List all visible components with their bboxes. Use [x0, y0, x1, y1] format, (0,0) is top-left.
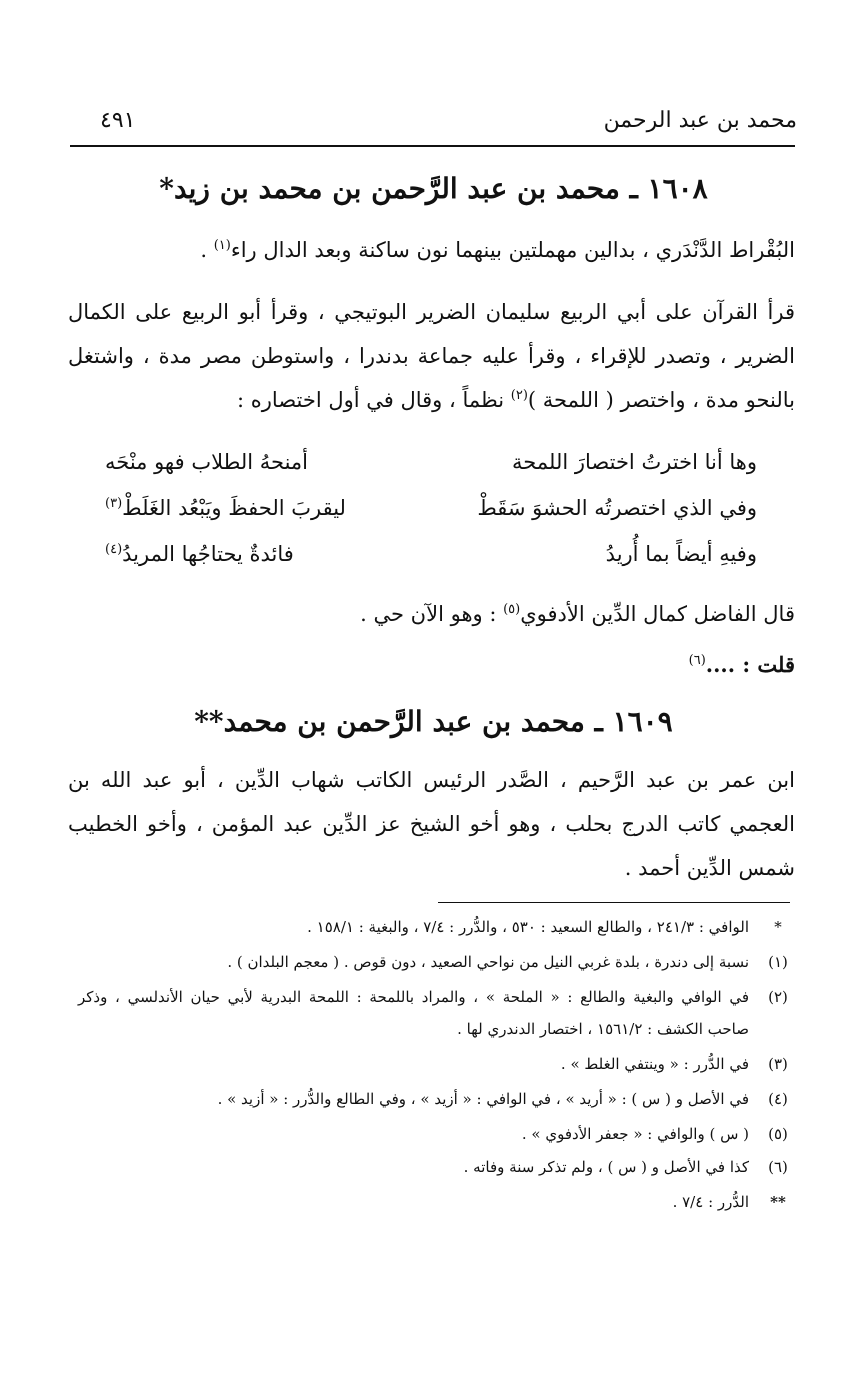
verse-first-hemistich: وفي الذي اختصرتُه الحشوَ سَقَطْ [477, 496, 757, 520]
text-run: بالنحو مدة ، واختصر ( اللمحة ) [527, 388, 795, 412]
entry-1608-qult [689, 652, 795, 677]
footnote-marker: (٣) [768, 1055, 788, 1073]
footnote-marker: (٢) [768, 988, 788, 1006]
text-run: قلت : .... [705, 652, 795, 677]
footnote-marker: (٦) [768, 1158, 788, 1176]
text-run: قال الفاضل كمال الدِّين الأدفوي [520, 602, 795, 626]
footnote-marker: (٤) [768, 1090, 788, 1108]
header-rule [70, 145, 795, 147]
entry-1608-line-1 [200, 238, 795, 262]
footnote-ref: (٦) [688, 653, 706, 668]
running-title: محمد بن عبد الرحمن [603, 108, 797, 133]
text-run: نظماً ، وقال في أول اختصاره : [237, 388, 511, 412]
verse-second-hemistich [105, 496, 346, 520]
footnote-marker: (١) [768, 953, 788, 971]
footnote-text: في الأصل و ( س ) : « أريد » ، في الوافي : « أزيد » ، وفي الطالع والدُّرر : « أزيد » . [217, 1090, 749, 1108]
text-run: البُقْراط الدَّنْدَري ، بدالين مهملتين بينهما نون ساكنة وبعد الدال راء [230, 238, 795, 262]
footnote-marker: * [774, 918, 782, 936]
footnote-text-continued: صاحب الكشف : ١٥٦١/٢ ، اختصار الدندري لها . [457, 1020, 749, 1038]
text-run: فائدةٌ يحتاجُها المريدُ [122, 542, 294, 566]
text-run: . [200, 238, 214, 262]
entry-heading-1608: ١٦٠٨ ـ محمد بن عبد الرَّحمن بن محمد بن زيد* [159, 172, 708, 205]
entry-1609-line: شمس الدِّين أحمد . [624, 856, 795, 880]
footnote-text: نسبة إلى دندرة ، بلدة غربي النيل من نواحي الصعيد ، دون قوص . ( معجم البلدان ) . [227, 953, 749, 971]
text-run: ليقربَ الحفظَ ويَبْعُد الغَلَطْ [122, 496, 346, 520]
footnote-text: الوافي : ٢٤١/٣ ، والطالع السعيد : ٥٣٠ ، والدُّرر : ٧/٤ ، والبغية : ١٥٨/١ . [307, 918, 749, 936]
footnote-text: الدُّرر : ٧/٤ . [672, 1193, 749, 1211]
footnote-text: كذا في الأصل و ( س ) ، ولم تذكر سنة وفاته . [463, 1158, 749, 1176]
entry-1608-para-line [237, 388, 795, 412]
entry-1609-line: ابن عمر بن عبد الرَّحيم ، الصَّدر الرئيس الكاتب شهاب الدِّين ، أبو عبد الله بن [68, 768, 795, 792]
verse-second-hemistich: أمنحهُ الطلاب فهو منْحَه [105, 450, 308, 474]
entry-1608-para-line: قرأ القرآن على أبي الربيع سليمان الضرير البوتيجي ، وقرأ أبو الربيع على الكمال [68, 300, 795, 324]
footnote-text: ( س ) والوافي : « جعفر الأدفوي » . [521, 1125, 749, 1143]
footnote-marker: (٥) [768, 1125, 788, 1143]
footnote-text: في الوافي والبغية والطالع : « الملحة » ، والمراد باللمحة : اللمحة البدرية لأبي حيان الأندلسي ، وذكر [78, 988, 749, 1006]
entry-1608-para-line: الضرير ، وتصدر للإقراء ، وقرأ عليه جماعة بدندرا ، واستوطن مصر مدة ، واشتغل [68, 344, 795, 368]
footnote-ref: (٤) [105, 542, 123, 557]
footnote-ref: (٣) [105, 496, 123, 511]
verse-first-hemistich: وها أنا اخترتُ اختصارَ اللمحة [512, 450, 757, 474]
entry-heading-1609: ١٦٠٩ ـ محمد بن عبد الرَّحمن بن محمد** [194, 705, 673, 738]
page-number: ٤٩١ [100, 108, 136, 133]
text-run: : وهو الآن حي . [360, 602, 504, 626]
verse-first-hemistich: وفيهِ أيضاً بما أُريدُ [605, 542, 757, 566]
entry-1609-line: العجمي كاتب الدرج بحلب ، وهو أخو الشيخ عز الدِّين عبد المؤمن ، وأخو الخطيب [68, 812, 795, 836]
verse-second-hemistich [105, 542, 294, 566]
footnote-marker: ** [770, 1193, 786, 1211]
footnote-ref: (٥) [503, 602, 521, 617]
footnote-ref: (٢) [510, 388, 528, 403]
footnote-ref: (١) [213, 238, 231, 253]
footnote-rule [438, 902, 790, 903]
entry-1608-quote [360, 602, 795, 626]
footnote-text: في الدُّرر : « وينتفي الغلط » . [560, 1055, 749, 1073]
